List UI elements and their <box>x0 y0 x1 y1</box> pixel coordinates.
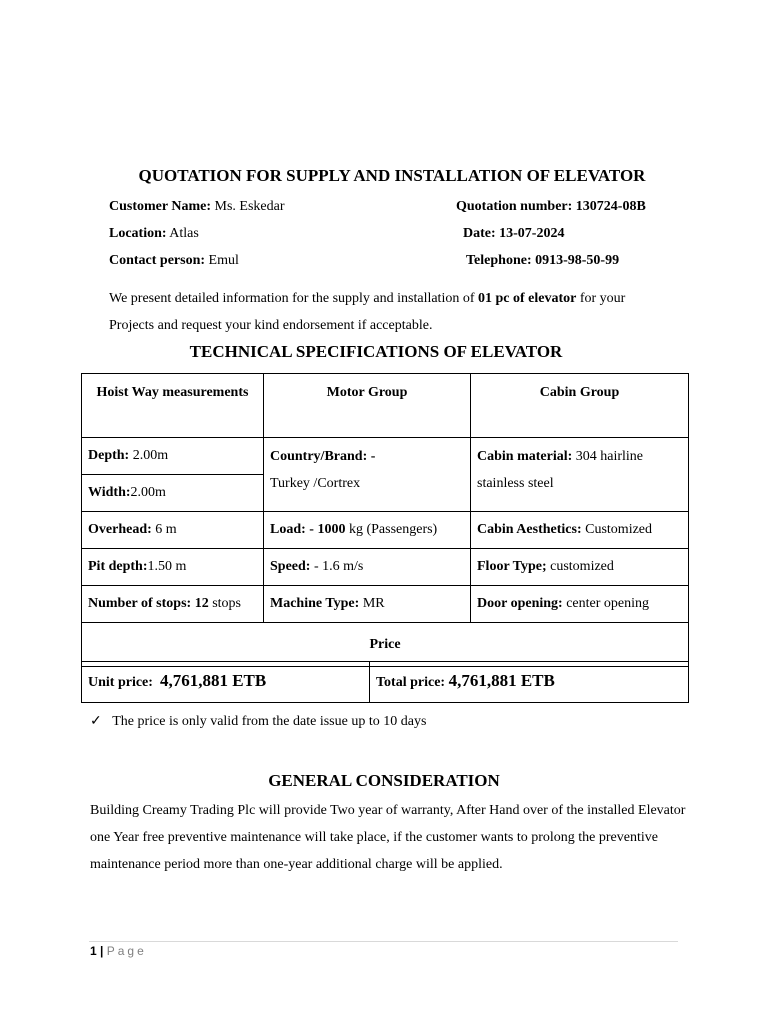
check-icon: ✓ <box>90 714 102 729</box>
general-consideration-body: Building Creamy Trading Plc will provide Two year of warranty, After Hand over of the installed Elevator one Year free preventive maintenance will take place, if the customer wants to prolong the preventive maintenance period more than one-year additional charge will be applied. <box>90 803 686 872</box>
footer-divider <box>89 941 678 942</box>
page-footer <box>90 943 147 959</box>
total-price-value: 4,761,881 ETB <box>448 671 555 690</box>
pit-depth-cell: Pit depth:1.50 m <box>82 549 264 586</box>
spec-table <box>81 373 689 667</box>
width-cell: Width:2.00m <box>82 475 264 512</box>
quotation-date: Date: 13-07-2024 <box>463 226 565 241</box>
overhead-cell: Overhead: 6 m <box>82 512 264 549</box>
unit-price-value: 4,761,881 ETB <box>159 671 267 690</box>
customer-name-line <box>109 198 285 216</box>
customer-name-value: Ms. Eskedar <box>211 199 285 214</box>
customer-name-label: Customer Name: <box>109 199 211 214</box>
intro-highlight: 01 pc of elevator <box>478 291 577 306</box>
floor-type-cell: Floor Type; customized <box>471 549 689 586</box>
header-cabin-group: Cabin Group <box>471 374 689 438</box>
document-title: QUOTATION FOR SUPPLY AND INSTALLATION OF ELEVATOR <box>138 166 646 185</box>
depth-cell: Depth: 2.00m <box>82 438 264 475</box>
unit-price-cell <box>82 662 370 703</box>
door-opening-cell: Door opening: center opening <box>471 586 689 623</box>
cabin-aesthetics-cell: Cabin Aesthetics: Customized <box>471 512 689 549</box>
header-hoist-way: Hoist Way measurements <box>82 374 264 438</box>
cabin-material-cell: Cabin material: 304 hairline stainless steel <box>471 438 689 512</box>
page-number: 1 <box>90 944 97 958</box>
footer-separator: | <box>100 944 104 958</box>
intro-paragraph: We present detailed information for the supply and installation of 01 pc of elevator for your Projects and request your kind endorsement if acceptable. <box>109 291 626 333</box>
stops-cell: Number of stops: 12 stops <box>82 586 264 623</box>
validity-note: ✓ The price is only valid from the date issue up to 10 days <box>90 714 427 729</box>
contact-person-label: Contact person: <box>109 253 206 268</box>
page-label: Page <box>106 944 147 958</box>
total-price-label: Total price: <box>376 675 446 690</box>
load-cell: Load: - 1000 kg (Passengers) <box>264 512 471 549</box>
contact-person-value: Emul <box>205 253 239 268</box>
machine-type-cell: Machine Type: MR <box>264 586 471 623</box>
location-value: Atlas <box>166 226 199 241</box>
general-consideration-title: GENERAL CONSIDERATION <box>268 771 500 790</box>
location-label: Location: <box>109 226 167 241</box>
location-line <box>109 225 199 243</box>
telephone: Telephone: 0913-98-50-99 <box>466 253 620 268</box>
price-table <box>81 661 689 703</box>
country-brand-cell: Country/Brand: - Turkey /Cortrex <box>264 438 471 512</box>
price-header: Price <box>82 623 689 667</box>
unit-price-label: Unit price: <box>88 675 153 690</box>
contact-person-line <box>109 252 239 270</box>
total-price-cell <box>370 662 689 703</box>
quotation-number: Quotation number: 130724-08B <box>456 199 646 214</box>
spec-title: TECHNICAL SPECIFICATIONS OF ELEVATOR <box>189 342 563 361</box>
header-motor-group: Motor Group <box>264 374 471 438</box>
speed-cell: Speed: - 1.6 m/s <box>264 549 471 586</box>
